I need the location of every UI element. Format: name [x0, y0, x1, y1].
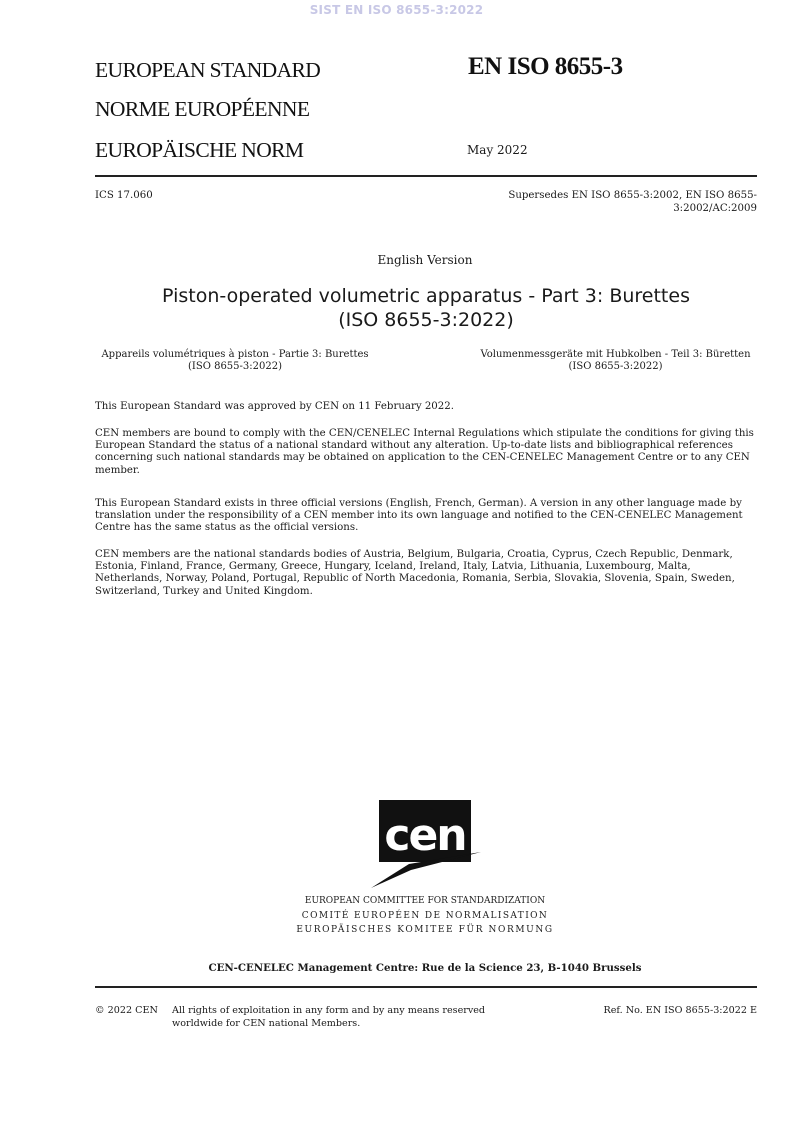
- management-centre-address: CEN-CENELEC Management Centre: Rue de la Science 23, B-1040 Brussels: [208, 962, 642, 974]
- versions-paragraph: This European Standard exists in three official versions (English, French, German). A version in any other language made by translation under the responsibility of a CEN member into its own language and notified to the CEN-CENELEC Management Centre has the same status as the official versions.: [95, 498, 743, 534]
- rights-line-1: All rights of exploitation in any form and by any means reserved: [172, 1005, 486, 1016]
- committee-name-english: EUROPEAN COMMITTEE FOR STANDARDIZATION: [304, 896, 546, 906]
- french-title-line-1: Appareils volumétriques à piston - Partie 3: Burettes: [101, 349, 369, 360]
- committee-name-french: COMITÉ EUROPÉEN DE NORMALISATION: [301, 911, 549, 921]
- rights-line-2: worldwide for CEN national Members.: [172, 1017, 361, 1029]
- version-label: English Version: [377, 253, 473, 267]
- title-french: NORME EUROPÉENNE: [95, 97, 310, 121]
- document-title-line-1: Piston-operated volumetric apparatus - Part 3: Burettes: [162, 285, 690, 307]
- german-title-line-2: (ISO 8655-3:2022): [568, 361, 663, 372]
- ics-code: ICS 17.060: [95, 190, 153, 201]
- document-title-line-2: (ISO 8655-3:2022): [338, 309, 514, 331]
- watermark: SIST EN ISO 8655-3:2022: [309, 3, 484, 17]
- members-paragraph: CEN members are the national standards bodies of Austria, Belgium, Bulgaria, Croatia, Cyprus, Czech Republic, Denmark, Estonia, Finland, France, Germany, Greece, Hungary, Iceland, Ireland, Italy, Latvia, Lithuania, Luxembourg, Malta, Netherlands, Norway, Poland, Portugal, Republic of North Macedonia, Romania, Serbia, Slovakia, Slovenia, Spain, Sweden, Switzerland, Turkey and United Kingdom.: [95, 549, 735, 597]
- cen-logo-icon: [371, 800, 481, 890]
- supersedes-line-1: Supersedes EN ISO 8655-3:2002, EN ISO 8655-: [508, 190, 757, 201]
- french-title: [95, 349, 375, 373]
- approval-paragraph: This European Standard was approved by CEN on 11 February 2022.: [95, 401, 454, 412]
- reference-number: Ref. No. EN ISO 8655-3:2022 E: [603, 1005, 757, 1016]
- document-title: [95, 284, 757, 332]
- standard-number: EN ISO 8655-3: [468, 53, 623, 80]
- supersedes-note: [457, 190, 757, 215]
- supersedes-line-2: 3:2002/AC:2009: [673, 202, 757, 214]
- compliance-paragraph: CEN members are bound to comply with the CEN/CENELEC Internal Regulations which stipulate the conditions for giving this European Standard the status of a national standard without any alteration. Up-to-date lists and bibliographical references concerning such national standards may be obtained on application to the CEN-CENELEC Management Centre or to any CEN member.: [95, 428, 754, 476]
- footer-rule: [95, 986, 757, 988]
- copyright: © 2022 CEN: [95, 1005, 158, 1016]
- publication-date: May 2022: [467, 143, 528, 157]
- title-english: EUROPEAN STANDARD: [95, 58, 321, 82]
- committee-name-german: EUROPÄISCHES KOMITEE FÜR NORMUNG: [296, 925, 554, 935]
- title-german: EUROPÄISCHE NORM: [95, 138, 304, 162]
- rights-notice: [172, 1005, 502, 1030]
- german-title-line-1: Volumenmessgeräte mit Hubkolben - Teil 3: Büretten: [480, 349, 751, 360]
- german-title: [472, 349, 759, 373]
- cen-logo-text: cen: [384, 810, 466, 861]
- french-title-line-2: (ISO 8655-3:2022): [188, 361, 282, 372]
- header-rule: [95, 175, 757, 177]
